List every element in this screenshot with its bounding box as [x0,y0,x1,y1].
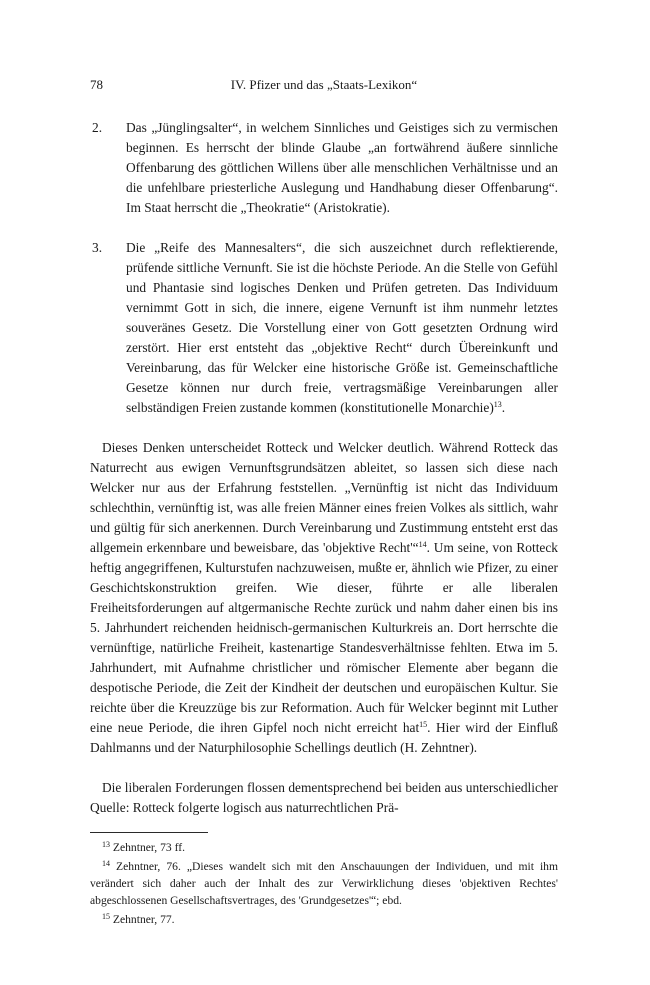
running-title: IV. Pfizer und das „Staats-Lexikon“ [230,77,418,92]
footnote-text: Zehntner, 76. „Dieses wandelt sich mit den Anschauungen der Individuen, und mit ihm verändert sich daher auch der Inhalt des zur Verwirklichung dieses 'objektiven Rechtes' abgeschlossenen Gesellschaftsvertrages, des 'Grundgesetzes'“; ebd. [90,860,558,907]
footnote-reference: 13 [493,400,502,409]
list-item [90,238,558,418]
list-item-text: Das „Jünglingsalter“, in welchem Sinnliches und Geistiges sich zu vermischen beginnen. Es herrscht der blinde Glaube „an fortwährend äußere sinnliche Offenbarung des göttlichen Willens über alle menschlichen Verhältnisse und an die unfehlbare priesterliche Auslegung und Handhabung dieser Offenbarung“. Im Staat herrscht die „Theokratie“ (Aristokratie). [126,120,558,215]
list-item-text-end: . [501,400,506,415]
footnote-number: 15 [102,912,110,921]
list-item [90,118,558,218]
body-paragraph [90,778,558,818]
paragraph-text: Dieses Denken unterscheidet Rotteck und Welcker deutlich. Während Rotteck das Naturrecht aus ewigen Vernunftsgrundsätzen ableitet, so lassen sich diese nach Welcker nur aus der Erfahrung feststellen. „Vernünftig ist nicht das Individuum schlechthin, vernünftig ist, was alle freien Männer eines freien Volkes als sittlich, wahr und gültig für sich anerkennen. Durch Vereinbarung und Zustimmung entsteht erst das allgemein erkennbare und beweisbare, das 'objektive Recht'“ [90,440,558,555]
numbered-list [90,118,558,418]
list-item-number: 3. [92,240,103,255]
footnote-text: Zehntner, 77. [112,913,175,926]
paragraph-text: . Hier wird der Einfluß Dahlmanns und der Naturphilosophie Schellings deutlich (H. Zehntner). [90,720,558,755]
footnotes [90,839,558,928]
footnote [90,911,558,928]
footnote [90,858,558,909]
book-page [90,74,558,930]
list-item-text: Die „Reife des Mannesalters“, die sich auszeichnet durch reflektierende, prüfende sittliche Vernunft. Sie ist die höchste Periode. An die Stelle von Gefühl und Phantasie sind logisches Denken und Prüfen getreten. Das Individuum vernimmt Gott in sich, die innere, eigene Vernunft ist ihm nunmehr letztes souveränes Gesetz. Die Vorstellung einer von Gott gesetzten Ordnung wird zerstört. Hier erst entsteht das „objektive Recht“ durch Übereinkunft und Vereinbarung, das für Welcker eine historische Größe ist. Gemeinschaftliche Gesetze können nur durch freie, vertragsmäßige Vereinbarungen aller selbständigen Freien zustande kommen (konstitutionelle Monarchie) [126,240,558,415]
paragraph-text: . Um seine, von Rotteck heftig angegriffenen, Kulturstufen nachzuweisen, mußte er, ähnlich wie Pfizer, zu einer Geschichtskonstruktion greifen. Wie dieser, führte er alle liberalen Freiheitsforderungen auf altgermanische Rechte zurück und nahm daher einen bis ins 5. Jahrhundert reichenden heidnisch-germanischen Kulturkreis an. Dort herrschte die vernünftige, natürliche Freiheit, kastenartige Standesverhältnisse fehlten. Etwa im 5. Jahrhundert, mit Aufnahme christlicher und römischer Elemente aber begann die despotische Periode, die Zeit der Kindheit der deutschen und europäischen Kultur. Sie reichte über die Kreuzzüge bis zur Reformation. Auch für Welcker beginnt mit Luther eine neue Periode, die ihren Gipfel noch nicht erreicht hat [90,540,558,735]
body-paragraph [90,438,558,758]
page-number: 78 [90,77,103,92]
footnote-reference: 15 [419,720,428,729]
running-head [90,74,558,96]
footnote-number: 14 [102,859,110,868]
footnote-number: 13 [102,840,110,849]
list-item-number: 2. [92,120,103,135]
footnote-text: Zehntner, 73 ff. [112,841,185,854]
paragraph-text: Die liberalen Forderungen flossen dementsprechend bei beiden aus unterschiedlicher Quelle: Rotteck folgerte logisch aus naturrechtlichen Prä- [90,780,558,815]
footnote-reference: 14 [418,540,427,549]
footnote-divider [90,832,208,833]
footnote [90,839,558,856]
